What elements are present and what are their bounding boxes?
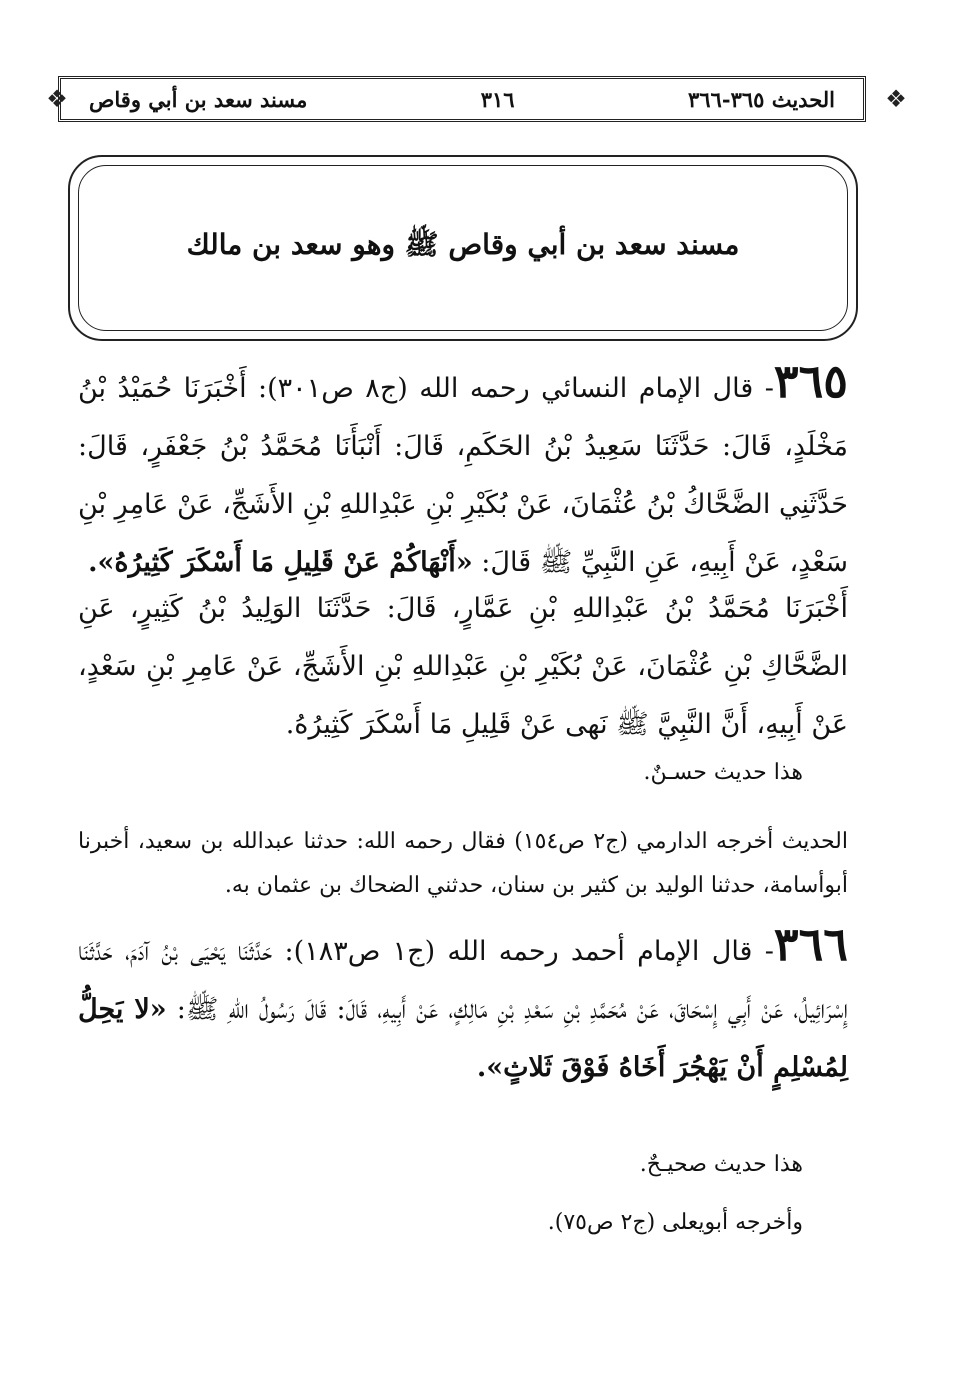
hadith-365-paragraph-1 bbox=[78, 352, 848, 592]
ornament-icon: ❖ bbox=[46, 85, 68, 113]
chapter-title-frame bbox=[68, 155, 858, 341]
hadith-grade: هذا حديث حسـنٌ. bbox=[643, 760, 803, 785]
takhrij-note: وأخرجه أبويعلى (ج٢ ص٧٥). bbox=[547, 1210, 803, 1235]
takhrij-note: الحديث أخرجه الدارمي (ج٢ ص١٥٤) فقال رحمه الله: حدثنا عبدالله بن سعيد، أخبرنا أبوأسامة، حدثنا الوليد بن كثير بن سنان، حدثني الضحاك بن عثمان به. bbox=[78, 829, 848, 898]
hadith-matn: «لا يَحِلُّ لِمُسْلِمٍ أَنْ يَهْجُرَ أَخَاهُ فَوْقَ ثَلاثٍ». bbox=[78, 994, 848, 1083]
chapter-title: مسند سعد بن أبي وقاص ﷺ وهو سعد بن مالك bbox=[186, 228, 740, 261]
hadith-grade: هذا حديث صحيـحٌ. bbox=[639, 1152, 803, 1177]
hadith-number: ٣٦٥ bbox=[773, 354, 848, 408]
hadith-range: الحديث ٣٦٥-٣٦٦ bbox=[688, 86, 835, 112]
running-header bbox=[58, 76, 866, 122]
hadith-text: - قال الإمام أحمد رحمه الله (ج١ ص١٨٣): حَدَّثَنَا يَحْيَى بْنُ آدَمَ، حَدَّثَنَا إِسْرَائِيلُ، عَنْ أَبِي إِسْحَاقَ، عَنْ مُحَمَّدِ بْنِ سَعْدِ بْنِ مَالِكٍ، عَنْ أَبِيهِ، قَالَ: قَالَ رَسُولُ اللهِ ﷺ: bbox=[78, 936, 848, 1025]
hadith-366-paragraph-1 bbox=[78, 915, 848, 1097]
chapter-title-inner-frame bbox=[78, 165, 848, 331]
hadith-365-paragraph-2: أَخْبَرَنَا مُحَمَّدُ بْنُ عَبْدِاللهِ بْنِ عَمَّارٍ، قَالَ: حَدَّثَنَا الوَلِيدُ بْنُ كَثِيرٍ، عَنِ الضَّحَّاكِ بْنِ عُثْمَانَ، عَنْ بُكَيْرِ بْنِ عَبْدِاللهِ بْنِ الأَشَجِّ، عَنْ عَامِرِ بْنِ سَعْدٍ، عَنْ أَبِيهِ، أَنَّ النَّبِيَّ ﷺ نَهى عَنْ قَلِيلِ مَا أَسْكَرَ كَثِيرُهُ. bbox=[78, 593, 848, 740]
hadith-number: ٣٦٦ bbox=[773, 917, 848, 971]
page-number: ٣١٦ bbox=[480, 86, 515, 112]
hadith-matn: «أَنْهَاكُمْ عَنْ قَلِيلِ مَا أَسْكَرَ كَثِيرُهُ». bbox=[88, 547, 473, 578]
hadith-text: - قال الإمام النسائي رحمه الله (ج٨ ص٣٠١): أَخْبَرَنَا حُمَيْدُ بْنُ مَخْلَدٍ، قَالَ: حَدَّثَنَا سَعِيدُ بْنُ الحَكَمِ، قَالَ: أَنْبَأَنَا مُحَمَّدُ بْنُ جَعْفَرٍ، قَالَ: حَدَّثَنِي الضَّحَّاكُ بْنُ عُثْمَانَ، عَنْ بُكَيْرِ بْنِ عَبْدِاللهِ بْنِ الأَشَجِّ، عَنْ عَامِرِ بْنِ سَعْدٍ، عَنْ أَبِيهِ، عَنِ النَّبِيِّ ﷺ قَالَ: bbox=[78, 373, 848, 578]
ornament-icon: ❖ bbox=[885, 85, 907, 113]
running-title: مسند سعد بن أبي وقاص bbox=[89, 86, 308, 112]
